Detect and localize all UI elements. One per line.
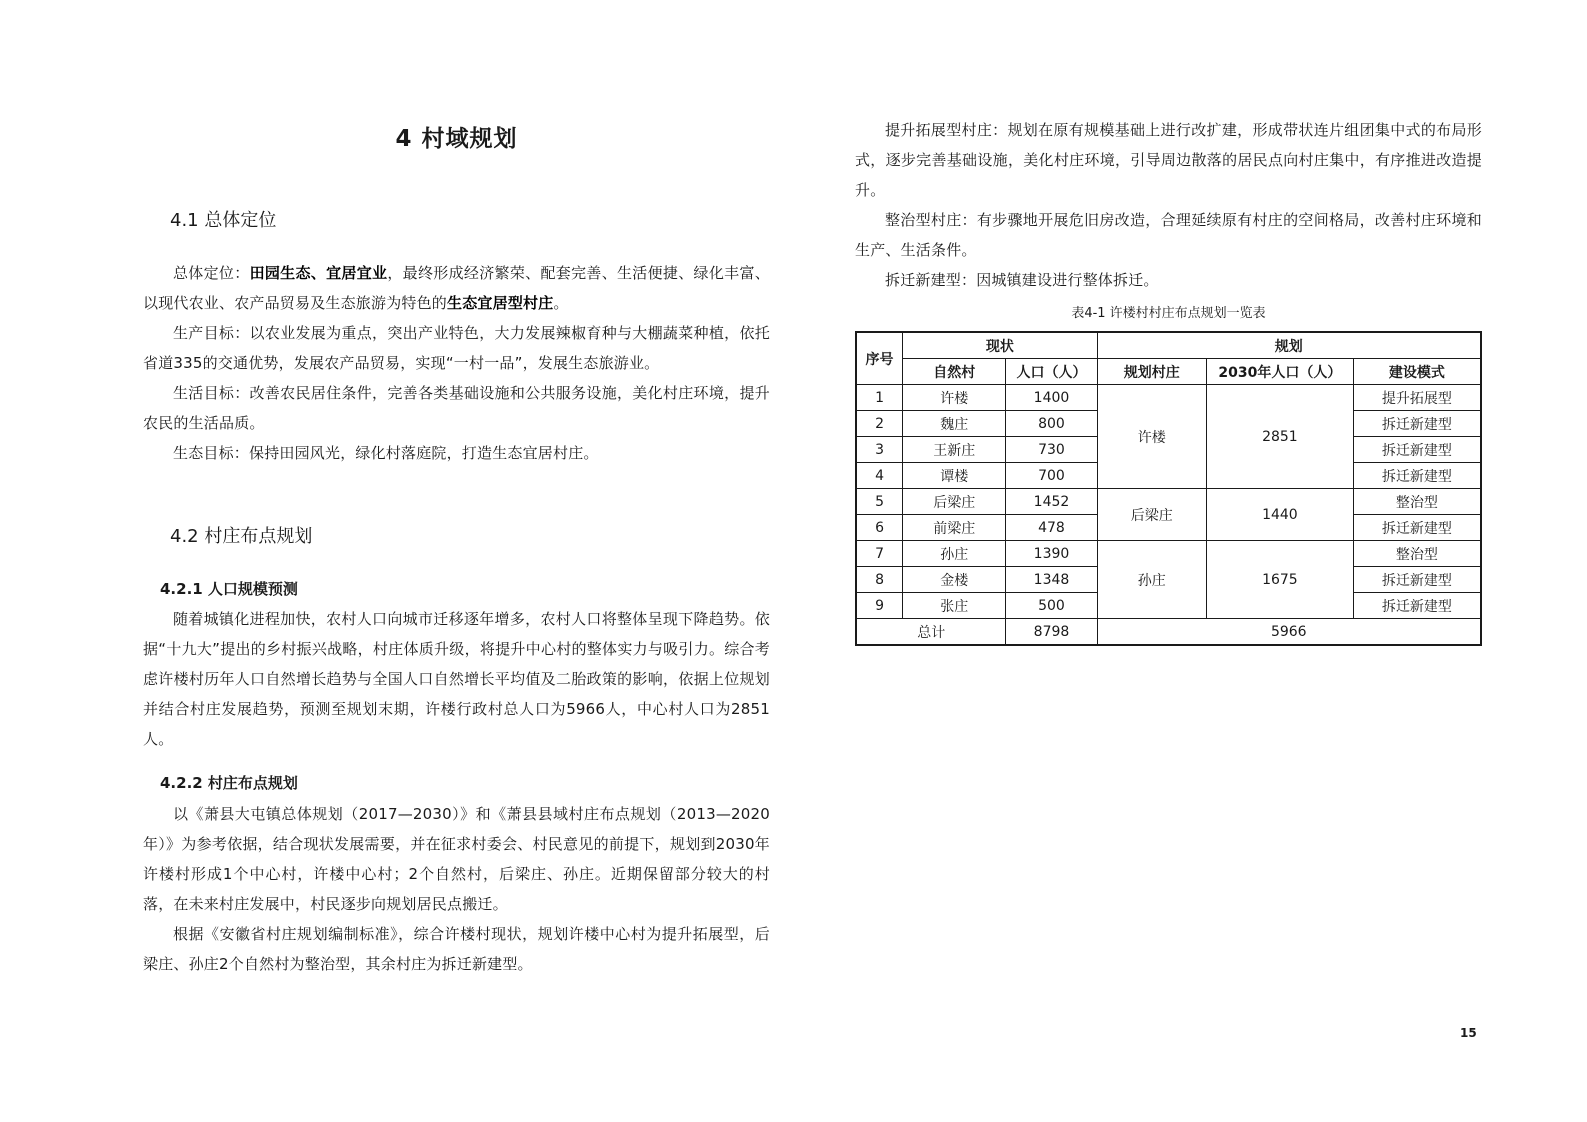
cell-village: 张庄 [903,593,1006,619]
cell-build-mode: 提升拓展型 [1353,385,1481,411]
header-seq: 序号 [856,332,903,385]
cell-seq: 3 [856,437,903,463]
cell-village: 金楼 [903,567,1006,593]
cell-population: 800 [1006,411,1097,437]
emphasis-text: 生态宜居型村庄 [447,294,554,312]
section-4-2-2-body [143,799,770,979]
cell-population: 1400 [1006,385,1097,411]
cell-village: 前梁庄 [903,515,1006,541]
cell-population: 730 [1006,437,1097,463]
expansion-type-paragraph: 提升拓展型村庄：规划在原有规模基础上进行改扩建，形成带状连片组团集中式的布局形式，逐步完善基础设施，美化村庄环境，引导周边散落的居民点向村庄集中，有序推进改造提升。 [855,121,1482,199]
cell-seq: 7 [856,541,903,567]
header-population: 人口（人） [1006,359,1097,385]
cell-population: 478 [1006,515,1097,541]
renovation-type-paragraph: 整治型村庄：有步骤地开展危旧房改造，合理延续原有村庄的空间格局，改善村庄环境和生产、生活条件。 [855,211,1482,259]
cell-plan-village: 孙庄 [1097,541,1206,619]
table-row [856,489,1481,515]
cell-population: 1390 [1006,541,1097,567]
population-forecast-paragraph: 随着城镇化进程加快，农村人口向城市迁移逐年增多，农村人口将整体呈现下降趋势。依据“十九大”提出的乡村振兴战略，村庄体质升级，将提升中心村的整体实力与吸引力。综合考虑许楼村历年人口自然增长趋势与全国人口自然增长平均值及二胎政策的影响，依据上位规划并结合村庄发展趋势，预测至规划末期，许楼行政村总人口为5966人，中心村人口为2851人。 [143,610,770,748]
total-current-population: 8798 [1006,619,1097,646]
section-4-2-title: 4.2 村庄布点规划 [170,526,313,547]
cell-population: 500 [1006,593,1097,619]
header-population-2030: 2030年人口（人） [1206,359,1353,385]
cell-seq: 9 [856,593,903,619]
table-header-row [856,332,1481,359]
cell-population-2030: 2851 [1206,385,1353,489]
header-plan: 规划 [1097,332,1481,359]
cell-build-mode: 拆迁新建型 [1353,593,1481,619]
cell-population: 1452 [1006,489,1097,515]
cell-build-mode: 拆迁新建型 [1353,463,1481,489]
cell-village: 谭楼 [903,463,1006,489]
cell-seq: 2 [856,411,903,437]
cell-village: 后梁庄 [903,489,1006,515]
section-4-2-1-body [143,604,770,754]
total-plan-population: 5966 [1097,619,1481,646]
cell-village: 魏庄 [903,411,1006,437]
cell-village: 孙庄 [903,541,1006,567]
layout-plan-paragraph-2: 根据《安徽省村庄规划编制标准》，综合许楼村现状，规划许楼中心村为提升拓展型，后梁庄、孙庄2个自然村为整治型，其余村庄为拆迁新建型。 [143,925,770,973]
cell-population-2030: 1675 [1206,541,1353,619]
emphasis-text: 田园生态、宜居宜业 [249,264,388,282]
paragraph-text: 。 [553,294,569,312]
cell-seq: 5 [856,489,903,515]
section-4-1-body [143,258,770,468]
living-goal-paragraph: 生活目标：改善农民居住条件，完善各类基础设施和公共服务设施，美化村庄环境，提升农民的生活品质。 [143,384,770,432]
ecology-goal-paragraph: 生态目标：保持田园风光，绿化村落庭院，打造生态宜居村庄。 [173,444,599,462]
right-column-body [855,115,1482,295]
cell-village: 许楼 [903,385,1006,411]
table-total-row [856,619,1481,646]
chapter-title: 4 村域规划 [395,126,518,152]
cell-build-mode: 整治型 [1353,489,1481,515]
section-4-2-2-title: 4.2.2 村庄布点规划 [160,774,298,792]
table-row [856,541,1481,567]
section-4-1-title: 4.1 总体定位 [170,210,277,231]
header-current: 现状 [903,332,1097,359]
paragraph-text: ，最终形成经济繁荣、配套完善、生活便捷、绿化丰富、以现代农业、农产品贸易及生态旅游为特色的 [143,264,770,312]
cell-population: 700 [1006,463,1097,489]
cell-seq: 4 [856,463,903,489]
section-4-2-1-title: 4.2.1 人口规模预测 [160,580,298,598]
header-village: 自然村 [903,359,1006,385]
table-subheader-row [856,359,1481,385]
header-build-mode: 建设模式 [1353,359,1481,385]
cell-population: 1348 [1006,567,1097,593]
cell-seq: 6 [856,515,903,541]
relocation-type-paragraph: 拆迁新建型：因城镇建设进行整体拆迁。 [885,271,1159,289]
cell-seq: 8 [856,567,903,593]
cell-build-mode: 拆迁新建型 [1353,515,1481,541]
total-label: 总计 [856,619,1006,646]
paragraph-text: 总体定位： [173,264,250,282]
cell-seq: 1 [856,385,903,411]
cell-plan-village: 后梁庄 [1097,489,1206,541]
cell-build-mode: 拆迁新建型 [1353,437,1481,463]
overall-positioning-paragraph [143,258,770,318]
cell-build-mode: 拆迁新建型 [1353,411,1481,437]
table-row [856,385,1481,411]
header-plan-village: 规划村庄 [1097,359,1206,385]
cell-build-mode: 拆迁新建型 [1353,567,1481,593]
cell-build-mode: 整治型 [1353,541,1481,567]
page-number: 15 [1460,1026,1477,1040]
table-caption: 表4-1 许楼村村庄布点规划一览表 [1071,306,1266,321]
layout-plan-paragraph-1: 以《萧县大屯镇总体规划（2017—2030）》和《萧县县域村庄布点规划（2013—2020年）》为参考依据，结合现状发展需要，并在征求村委会、村民意见的前提下，规划到2030年许楼村形成1个中心村，许楼中心村；2个自然村，后梁庄、孙庄。近期保留部分较大的村落，在未来村庄发展中，村民逐步向规划居民点搬迁。 [143,805,770,913]
cell-population-2030: 1440 [1206,489,1353,541]
production-goal-paragraph: 生产目标：以农业发展为重点，突出产业特色，大力发展辣椒育种与大棚蔬菜种植，依托省道335的交通优势，发展农产品贸易，实现“一村一品”，发展生态旅游业。 [143,324,770,372]
cell-village: 王新庄 [903,437,1006,463]
village-layout-table [855,331,1482,646]
cell-plan-village: 许楼 [1097,385,1206,489]
